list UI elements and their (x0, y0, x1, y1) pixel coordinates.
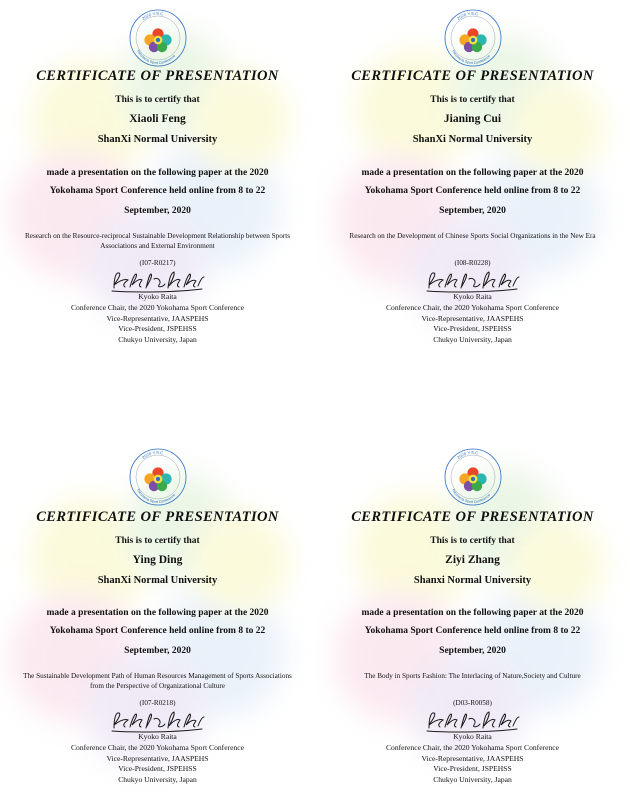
paper-id: (D03-R0058) (453, 699, 492, 707)
signatory-block (0, 292, 315, 346)
signatory-line: Kyoko Raita (138, 732, 177, 741)
statement-line-1: made a presentation on the following paper at the 2020 (361, 608, 584, 618)
svg-text:Yokohama Sport Conference: Yokohama Sport Conference (135, 48, 176, 66)
signatory-block (315, 732, 630, 786)
statement-line-2: Yokohama Sport Conference held online from 8 to 22 (364, 626, 581, 636)
recipient-affiliation: ShanXi Normal University (97, 575, 218, 586)
certificate-card (0, 0, 315, 397)
signatory-line: Kyoko Raita (138, 292, 177, 301)
signatory-line: Kyoko Raita (453, 732, 492, 741)
recipient-name: Xiaoli Feng (129, 113, 186, 125)
signatory-line: Vice-Representative, JAASPEHS (421, 753, 524, 763)
signatory-line: Kyoko Raita (453, 292, 492, 301)
statement-line-2: Yokohama Sport Conference held online from 8 to 22 (49, 186, 266, 196)
certificate-title: CERTIFICATE OF PRESENTATION (36, 509, 279, 525)
signatory-line: Conference Chair, the 2020 Yokohama Sport Conference (70, 302, 245, 312)
signatory-block (315, 292, 630, 346)
certify-line: This is to certify that (115, 95, 200, 105)
signatory-line: Vice-Representative, JAASPEHS (106, 313, 209, 323)
signatory-line: Chukyo University, Japan (118, 335, 197, 345)
recipient-affiliation: ShanXi Normal University (97, 134, 218, 145)
statement-line-2: Yokohama Sport Conference held online from 8 to 22 (364, 186, 581, 196)
signatory-line: Chukyo University, Japan (118, 775, 197, 785)
signatory-line: Vice-President, JSPEHSS (118, 764, 197, 774)
svg-text:2020 Y.S.C: 2020 Y.S.C (140, 449, 164, 461)
svg-text:Yokohama Sport Conference: Yokohama Sport Conference (450, 487, 491, 505)
certify-line: This is to certify that (430, 536, 515, 546)
paper-id: (I08-R0228) (454, 259, 491, 267)
svg-text:Yokohama Sport Conference: Yokohama Sport Conference (135, 487, 176, 505)
paper-id: (I07-R0217) (139, 259, 176, 267)
signatory-line: Conference Chair, the 2020 Yokohama Sport Conference (70, 742, 245, 752)
signatory-line: Chukyo University, Japan (433, 775, 512, 785)
certificate-title: CERTIFICATE OF PRESENTATION (351, 509, 594, 525)
paper-title: The Body in Sports Fashion: The Interlacing of Nature,Society and Culture (364, 672, 581, 680)
signatory-block (0, 732, 315, 786)
certificate-title: CERTIFICATE OF PRESENTATION (36, 68, 279, 84)
statement-line-3: September, 2020 (439, 206, 506, 216)
statement-line-3: September, 2020 (124, 206, 191, 216)
signatory-line: Conference Chair, the 2020 Yokohama Sport Conference (385, 302, 560, 312)
certify-line: This is to certify that (115, 536, 200, 546)
svg-text:2020 Y.S.C: 2020 Y.S.C (455, 10, 479, 22)
paper-id: (I07-R0218) (139, 699, 176, 707)
recipient-affiliation: Shanxi Normal University (413, 575, 532, 586)
recipient-affiliation: ShanXi Normal University (412, 134, 533, 145)
paper-title: Research on the Development of Chinese Sports Social Organizations in the New Era (349, 232, 596, 240)
recipient-name: Ying Ding (132, 554, 183, 566)
signatory-line: Vice-President, JSPEHSS (433, 764, 512, 774)
signatory-line: Vice-President, JSPEHSS (118, 324, 197, 334)
svg-text:Yokohama Sport Conference: Yokohama Sport Conference (450, 48, 491, 66)
statement-line-3: September, 2020 (124, 646, 191, 656)
certificate-card (0, 397, 315, 795)
signatory-line: Conference Chair, the 2020 Yokohama Sport Conference (385, 742, 560, 752)
signatory-line: Chukyo University, Japan (433, 335, 512, 345)
statement-line-1: made a presentation on the following paper at the 2020 (46, 168, 269, 178)
recipient-name: Jianing Cui (443, 113, 502, 125)
certificate-card (315, 397, 630, 795)
statement-line-1: made a presentation on the following paper at the 2020 (46, 608, 269, 618)
statement-line-3: September, 2020 (439, 646, 506, 656)
certify-line: This is to certify that (430, 95, 515, 105)
signatory-line: Vice-Representative, JAASPEHS (421, 313, 524, 323)
paper-title: The Sustainable Development Path of Human Resources Management of Sports Associations from the Perspective of Organizational Culture (23, 672, 292, 691)
certificate-card (315, 0, 630, 397)
svg-text:2020 Y.S.C: 2020 Y.S.C (140, 10, 164, 22)
signatory-line: Vice-President, JSPEHSS (433, 324, 512, 334)
certificate-title: CERTIFICATE OF PRESENTATION (351, 68, 594, 84)
statement-line-1: made a presentation on the following paper at the 2020 (361, 168, 584, 178)
svg-text:2020 Y.S.C: 2020 Y.S.C (455, 449, 479, 461)
recipient-name: Ziyi Zhang (445, 554, 500, 566)
signatory-line: Vice-Representative, JAASPEHS (106, 753, 209, 763)
statement-line-2: Yokohama Sport Conference held online from 8 to 22 (49, 626, 266, 636)
paper-title: Research on the Resource-reciprocal Sustainable Development Relationship between Sports Associations and External Environment (24, 232, 291, 251)
